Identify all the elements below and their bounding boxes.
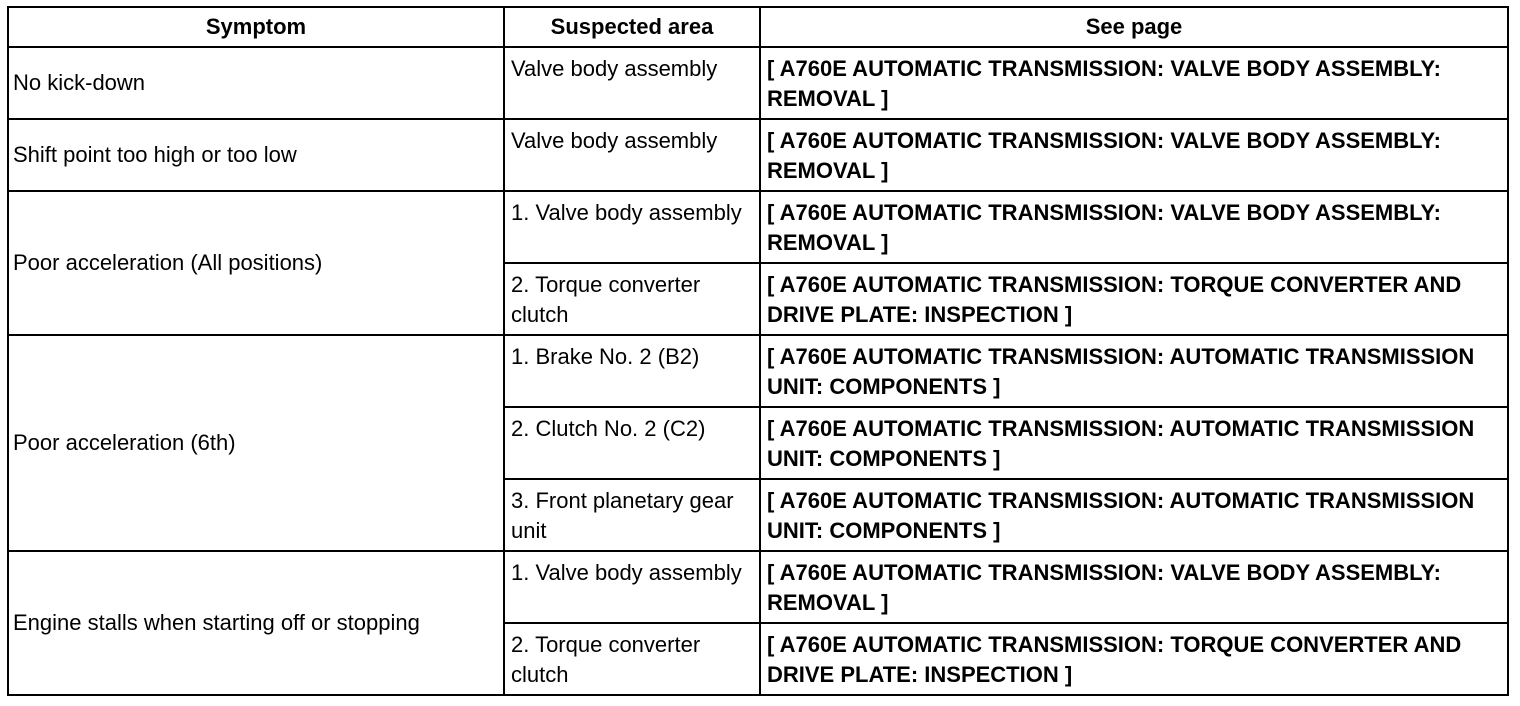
- see-page-link[interactable]: [ A760E AUTOMATIC TRANSMISSION: AUTOMATIC TRANSMISSION UNIT: COMPONENTS ]: [760, 335, 1508, 407]
- symptom-cell: Poor acceleration (6th): [8, 335, 504, 551]
- suspected-area-cell: 2. Torque converter clutch: [504, 623, 760, 695]
- see-page-link[interactable]: [ A760E AUTOMATIC TRANSMISSION: VALVE BODY ASSEMBLY: REMOVAL ]: [760, 191, 1508, 263]
- suspected-area-cell: Valve body assembly: [504, 47, 760, 119]
- see-page-link[interactable]: [ A760E AUTOMATIC TRANSMISSION: AUTOMATIC TRANSMISSION UNIT: COMPONENTS ]: [760, 479, 1508, 551]
- suspected-area-cell: 2. Clutch No. 2 (C2): [504, 407, 760, 479]
- table-row: [8, 119, 1508, 191]
- see-page-link[interactable]: [ A760E AUTOMATIC TRANSMISSION: AUTOMATIC TRANSMISSION UNIT: COMPONENTS ]: [760, 407, 1508, 479]
- suspected-area-cell: 1. Brake No. 2 (B2): [504, 335, 760, 407]
- troubleshooting-table: [7, 6, 1509, 696]
- suspected-area-cell: Valve body assembly: [504, 119, 760, 191]
- symptom-cell: Engine stalls when starting off or stopping: [8, 551, 504, 695]
- suspected-area-cell: 1. Valve body assembly: [504, 551, 760, 623]
- suspected-area-cell: 3. Front planetary gear unit: [504, 479, 760, 551]
- symptom-cell: Poor acceleration (All positions): [8, 191, 504, 335]
- table-row: [8, 335, 1508, 407]
- suspected-area-cell: 2. Torque converter clutch: [504, 263, 760, 335]
- see-page-link[interactable]: [ A760E AUTOMATIC TRANSMISSION: VALVE BODY ASSEMBLY: REMOVAL ]: [760, 551, 1508, 623]
- table-row: [8, 191, 1508, 263]
- suspected-area-cell: 1. Valve body assembly: [504, 191, 760, 263]
- table-row: [8, 551, 1508, 623]
- header-symptom: Symptom: [8, 7, 504, 47]
- table-row: [8, 47, 1508, 119]
- header-row: [8, 7, 1508, 47]
- see-page-link[interactable]: [ A760E AUTOMATIC TRANSMISSION: TORQUE CONVERTER AND DRIVE PLATE: INSPECTION ]: [760, 263, 1508, 335]
- header-see-page: See page: [760, 7, 1508, 47]
- symptom-cell: No kick-down: [8, 47, 504, 119]
- see-page-link[interactable]: [ A760E AUTOMATIC TRANSMISSION: VALVE BODY ASSEMBLY: REMOVAL ]: [760, 47, 1508, 119]
- symptom-cell: Shift point too high or too low: [8, 119, 504, 191]
- see-page-link[interactable]: [ A760E AUTOMATIC TRANSMISSION: TORQUE CONVERTER AND DRIVE PLATE: INSPECTION ]: [760, 623, 1508, 695]
- see-page-link[interactable]: [ A760E AUTOMATIC TRANSMISSION: VALVE BODY ASSEMBLY: REMOVAL ]: [760, 119, 1508, 191]
- header-suspected-area: Suspected area: [504, 7, 760, 47]
